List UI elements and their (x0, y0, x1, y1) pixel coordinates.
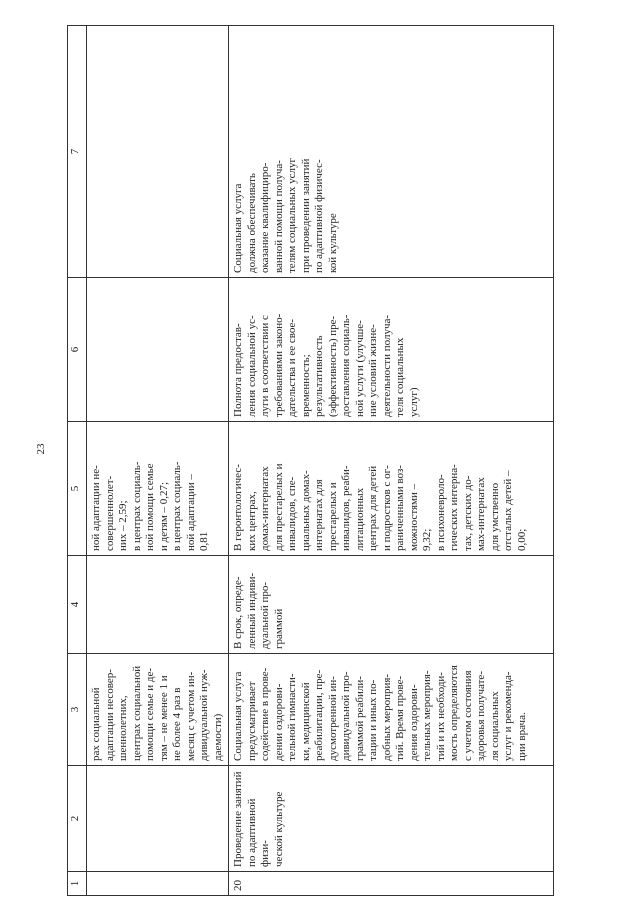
cell-number: 20 (229, 872, 554, 896)
header-cell: 6 (68, 278, 87, 422)
cell-conditions (87, 26, 229, 278)
table-header-row (68, 26, 87, 896)
header-cell: 4 (68, 556, 87, 654)
header-cell: 5 (68, 422, 87, 556)
page-number: 23 (35, 443, 47, 455)
cell-description: Социальная услуга предусматривает содействие в прове- дении оздорови- тельной гимнасти- ки, медицинской реабилитации, пре- дусмотренной ин- дивидуальной про- граммой реабили- тации и иных по- добных мероприя- тий. Время прове- дения оздорови- тельных мероприя- тий и их необходи- мость определяются с учетом состояния здоровья получате- ля социальных услуг и рекоменда- ции врача. (229, 654, 554, 766)
cell-number (87, 872, 229, 896)
header-cell: 7 (68, 26, 87, 278)
cell-conditions: Социальная услуга должна обеспечивать оказание квалифициро- ванной помощи получа- телям социальных услуг при проведении занятий по адаптивной физичес- кой культуре (229, 26, 554, 278)
rotated-content (60, 21, 604, 901)
cell-quality: Полнота предостав- ления социальной ус- луги в соответствии с требованиями законо- дательства и ее свое- временность; результативность (эффективность) пре- доставления социаль- ной услуги (улучше- ние условий жизне- деятельности получа- теля социальных услуг) (229, 278, 554, 422)
cell-tariff: ной адаптации не- совершеннолет- них – 2,59; в центрах социаль- ной помощи семье и детям – 0,27; в центрах социаль- ной адаптации – 0,81 (87, 422, 229, 556)
table-row (87, 26, 229, 896)
cell-quality (87, 278, 229, 422)
rotated-document (60, 21, 604, 901)
cell-service-name: Проведение занятий по адаптивной физи- ческой культуре (229, 766, 554, 872)
cell-service-name (87, 766, 229, 872)
table-row (229, 26, 554, 896)
cell-tariff: В геронтологичес- ких центрах, домах-интернатах для престарелых и инвалидов, спе- циальных домах- интернатах для престарелых и инвалидов, реаби- литационных центрах для детей и подростков с ог- раниченными воз- можностями – 9,32; в психоневроло- гических интерна- тах, детских до- мах-интернатах для умственно отсталых детей – 0,00; (229, 422, 554, 556)
cell-term (87, 556, 229, 654)
header-cell: 3 (68, 654, 87, 766)
header-cell: 1 (68, 872, 87, 896)
cell-description: рах социальной адаптации несовер- шеннолетних, центрах социальной помощи семье и де- тям – не менее 1 и не более 4 раз в месяц с учетом ин- дивидуальной нуж- даемости) (87, 654, 229, 766)
header-cell: 2 (68, 766, 87, 872)
cell-term: В срок, опреде- ленный индиви- дуальной про- граммой (229, 556, 554, 654)
services-table (67, 25, 554, 896)
